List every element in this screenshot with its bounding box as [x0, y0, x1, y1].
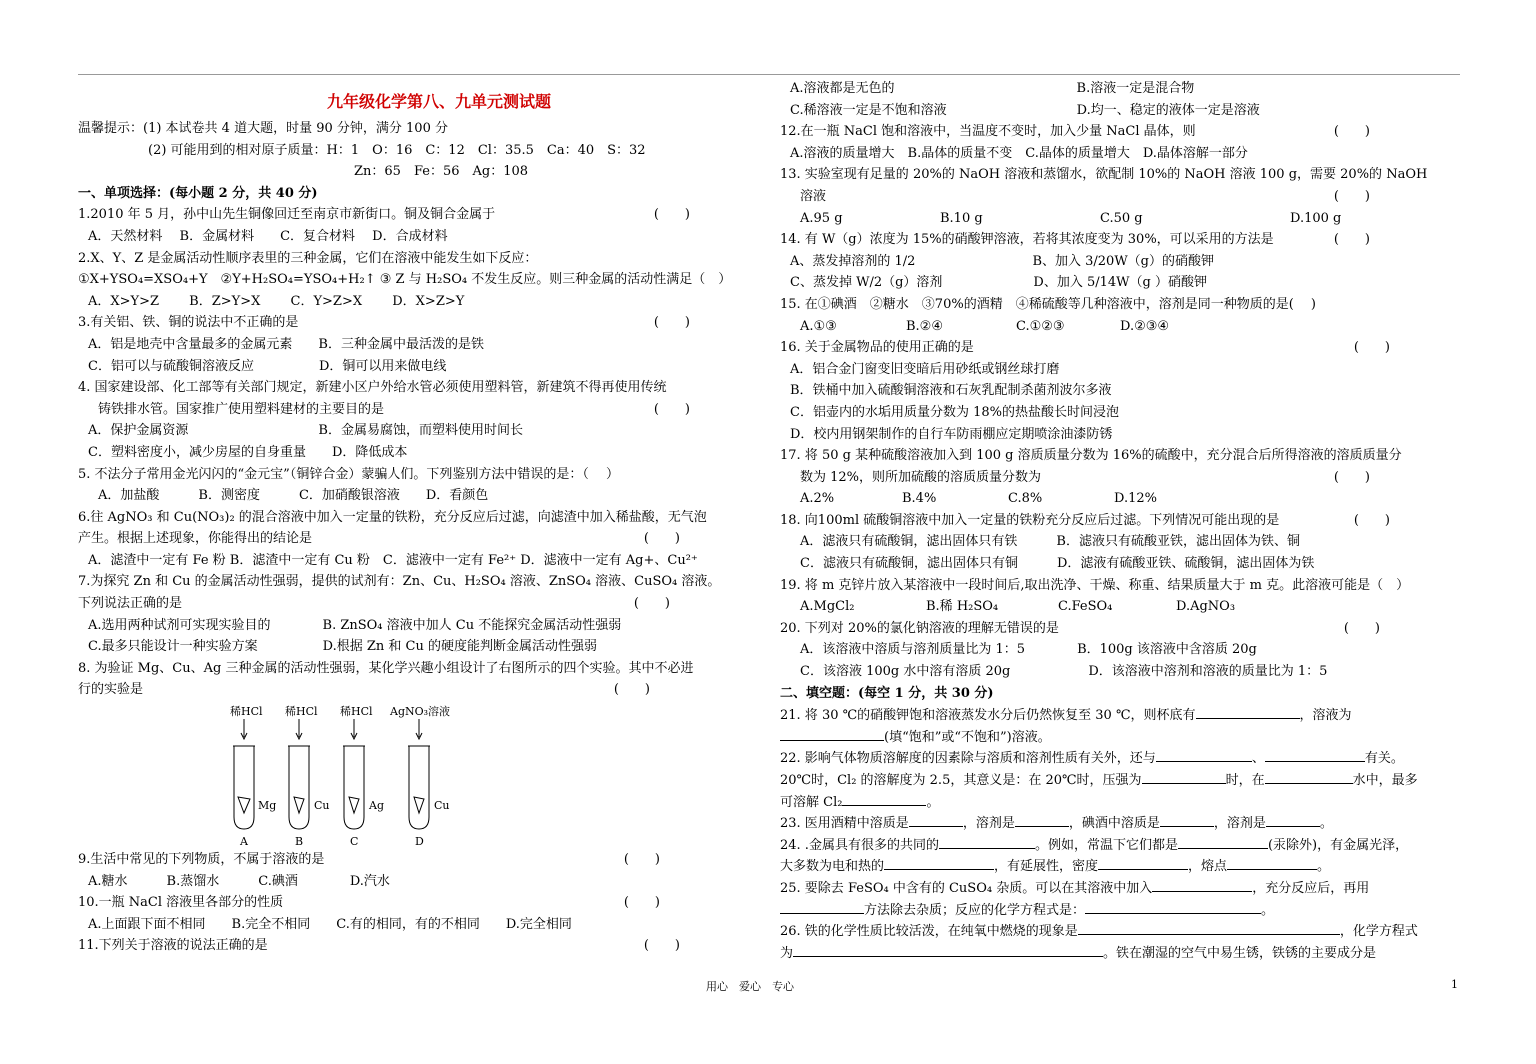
question-7: 7.为探究 Zn 和 Cu 的金属活动性强弱，提供的试剂有：Zn、Cu、H₂SO₄ 溶液、ZnSO₄ 溶液、CuSO₄ 溶液。	[78, 574, 721, 590]
test-tube-figure	[228, 701, 468, 849]
blank-26a[interactable]	[1078, 920, 1340, 935]
question-17-cont: 数为 12%，则所加硫酸的溶质质量分数为 ( )	[800, 469, 1370, 485]
blank-23b[interactable]	[1015, 812, 1069, 827]
blank-22d[interactable]	[1265, 769, 1353, 784]
blank-25b[interactable]	[780, 899, 864, 914]
question-4-options-cd: C．塑料密度小，减少房屋的自身重量 D．降低成本	[88, 444, 408, 460]
blank-23a[interactable]	[909, 812, 963, 827]
question-3: 3.有关铝、铁、铜的说法中不正确的是 ( )	[78, 315, 690, 331]
question-16: 16. 关于金属物品的使用正确的是 ( )	[780, 340, 1390, 356]
question-2: 2.X、Y、Z 是金属活动性顺序表里的三种金属，它们在溶液中能发生如下反应：	[78, 250, 538, 266]
blank-24b[interactable]	[1178, 834, 1268, 849]
question-24: 24. .金属具有很多的共同的 。例如，常温下它们都是 (汞除外)，有金属光泽，	[780, 834, 1470, 856]
metal-label-c: Ag	[369, 799, 384, 813]
blank-22b[interactable]	[1265, 747, 1365, 762]
section-1-heading: 一、单项选择：(每小题 2 分，共 40 分)	[78, 185, 318, 201]
question-20-options-cd: C．该溶液 100g 水中溶有溶质 20g D．该溶液中溶剂和溶液的质量比为 1：5	[800, 664, 1328, 680]
test-tube-diagram	[228, 701, 468, 849]
question-14-options-cd: C、蒸发掉 W/2（g）溶剂 D、加入 5/14W（g ）硝酸钾	[790, 275, 1207, 291]
top-rule	[78, 74, 1460, 75]
question-2-equations: ①X+YSO₄=XSO₄+Y ②Y+H₂SO₄=YSO₄+H₂↑ ③ Z 与 H₂SO₄ 不发生反应。则三种金属的活动性满足（ ）	[78, 272, 732, 288]
question-18-options-ab: A．滤液只有硫酸铜，滤出固体只有铁 B．滤液只有硫酸亚铁，滤出固体为铁、铜	[800, 534, 1300, 550]
blank-24a[interactable]	[939, 834, 1035, 849]
question-11-options-ab: A.溶液都是无色的 B.溶液一定是混合物	[790, 81, 1195, 96]
blank-22e[interactable]	[842, 791, 926, 806]
question-13-options: A.95 g B.10 g C.50 g D.100 g	[800, 210, 1342, 226]
question-16-option-c: C．铝壶内的水垢用质量分数为 18%的热盐酸长时间浸泡	[790, 404, 1119, 420]
question-18: 18. 向100ml 硫酸铜溶液中加入一定量的铁粉充分反应后过滤。下列情况可能出现的是 ( )	[780, 512, 1390, 528]
blank-24d[interactable]	[1098, 855, 1188, 870]
question-12: 12.在一瓶 NaCl 饱和溶液中，当温度不变时，加入少量 NaCl 晶体，则 ( )	[780, 124, 1370, 140]
tube-label-c: C	[350, 835, 359, 849]
question-24-cont: 大多数为电和热的 ，有延展性，密度 ，熔点 。	[780, 855, 1470, 877]
blank-24c[interactable]	[884, 855, 994, 870]
question-6: 6.往 AgNO₃ 和 Cu(NO₃)₂ 的混合溶液中加入一定量的铁粉，充分反应后过滤，向滤渣中加入稀盐酸，无气泡	[78, 509, 707, 525]
page-number: 1	[1451, 978, 1458, 991]
question-21-cont: (填“饱和”或“不饱和”)溶液。	[780, 726, 1470, 748]
blank-21a[interactable]	[1196, 704, 1300, 719]
blank-26b[interactable]	[793, 942, 1103, 957]
reagent-label-c: 稀HCl	[340, 705, 373, 719]
question-26: 26. 铁的化学性质比较活泼，在纯氧中燃烧的现象是 ，化学方程式	[780, 920, 1470, 942]
blank-24e[interactable]	[1227, 855, 1317, 870]
question-13: 13. 实验室现有足量的 20%的 NaOH 溶液和蒸馏水，欲配制 10%的 NaOH 溶液 100 g，需要 20%的 NaOH	[780, 167, 1428, 183]
question-20-options-ab: A．该溶液中溶质与溶剂质量比为 1：5 B．100g 该溶液中含溶质 20g	[800, 642, 1257, 658]
question-4-cont: 铸铁排水管。国家推广使用塑料建材的主要目的是 ( )	[98, 401, 690, 417]
tube-label-a: A	[240, 835, 248, 849]
reagent-label-d: AgNO₃溶液	[390, 705, 451, 719]
metal-label-d: Cu	[434, 799, 450, 813]
question-4: 4. 国家建设部、化工部等有关部门规定，新建小区户外给水管必须使用塑料管，新建筑不得再使用传统	[78, 380, 667, 396]
metal-label-b: Cu	[314, 799, 330, 813]
tip-1: 温馨提示：(1) 本试卷共 4 道大题，时量 90 分钟，满分 100 分	[78, 121, 448, 136]
left-column	[78, 78, 760, 957]
question-12-options: A.溶液的质量增大 B.晶体的质量不变 C.晶体的质量增大 D.晶体溶解一部分	[790, 145, 1248, 161]
question-3-options-cd: C．铝可以与硫酸铜溶液反应 D．铜可以用来做电线	[88, 358, 447, 374]
question-6-options: A．滤渣中一定有 Fe 粉 B．滤渣中一定有 Cu 粉 C．滤液中一定有 Fe²⁺ D．滤液中一定有 Ag+、Cu²⁺	[88, 552, 698, 568]
tip-3: Zn：65 Fe：56 Ag：108	[354, 164, 529, 180]
question-10-options: A.上面跟下面不相同 B.完全不相同 C.有的相同，有的不相同 D.完全相同	[88, 916, 572, 932]
question-5-options: A．加盐酸 B．测密度 C．加硝酸银溶液 D．看颜色	[98, 488, 489, 504]
question-26-cont: 为 。铁在潮湿的空气中易生锈，铁锈的主要成分是	[780, 942, 1470, 964]
question-16-option-a: A．铝合金门窗变旧变暗后用砂纸或钢丝球打磨	[790, 361, 1060, 377]
blank-25a[interactable]	[1152, 877, 1252, 892]
question-20: 20. 下列对 20%的氯化钠溶液的理解无错误的是 ( )	[780, 620, 1380, 636]
question-15-options: A.①③ B.②④ C.①②③ D.②③④	[800, 318, 1170, 334]
right-column	[780, 78, 1470, 963]
question-16-option-b: B．铁桶中加入硫酸铜溶液和石灰乳配制杀菌剂波尔多液	[790, 383, 1112, 399]
question-8-cont: 行的实验是 ( )	[78, 682, 650, 698]
question-3-options-ab: A．铝是地壳中含量最多的金属元素 B．三种金属中最活泼的是铁	[88, 336, 484, 352]
question-5: 5. 不法分子常用金光闪闪的“金元宝”（铜锌合金）蒙骗人们。下列鉴别方法中错误的是：（ ）	[78, 466, 619, 482]
question-18-options-cd: C．滤液只有硫酸铜，滤出固体只有铜 D．滤液有硫酸亚铁、硫酸铜，滤出固体为铁	[800, 556, 1315, 572]
question-23: 23. 医用酒精中溶质是 ，溶剂是 ，碘酒中溶质是 ，溶剂是 。	[780, 812, 1470, 834]
tube-label-b: B	[295, 835, 304, 849]
question-9: 9.生活中常见的下列物质，不属于溶液的是 ( )	[78, 852, 660, 868]
blank-21b[interactable]	[780, 726, 884, 741]
footer-motto: 用心 爱心 专心	[706, 980, 794, 993]
blank-23c[interactable]	[1160, 812, 1214, 827]
blank-23d[interactable]	[1266, 812, 1320, 827]
tube-label-d: D	[415, 835, 424, 849]
question-7-cont: 下列说法正确的是 ( )	[78, 596, 670, 612]
question-1-options: A．天然材料 B．金属材料 C．复合材料 D．合成材料	[88, 228, 448, 244]
blank-25c[interactable]	[1085, 899, 1261, 914]
question-7-options-ab: A.选用两种试剂可实现实验目的 B. ZnSO₄ 溶液中加人 Cu 不能探究金属活动性强弱	[88, 617, 622, 633]
tip-2: (2) 可能用到的相对原子质量：H：1 O：16 C：12 Cl：35.5 Ca：40 S：32	[148, 142, 646, 158]
question-17-options: A.2% B.4% C.8% D.12%	[800, 491, 1157, 507]
page-title: 九年级化学第八、九单元测试题	[326, 92, 551, 111]
section-2-heading: 二、填空题：(每空 1 分，共 30 分)	[780, 685, 994, 701]
question-15: 15. 在①碘酒 ②糖水 ③70%的酒精 ④稀硫酸等几种溶液中，溶剂是同一种物质的是( )	[780, 296, 1316, 312]
reagent-label-a: 稀HCl	[230, 705, 263, 719]
metal-label-a: Mg	[258, 799, 277, 813]
question-19-options: A.MgCl₂ B.稀 H₂SO₄ C.FeSO₄ D.AgNO₃	[800, 599, 1236, 615]
question-25-cont: 方法除去杂质；反应的化学方程式是： 。	[780, 899, 1470, 921]
question-14-options-ab: A、蒸发掉溶剂的 1/2 B、加入 3/20W（g）的硝酸钾	[790, 253, 1215, 269]
question-9-options: A.糖水 B.蒸馏水 C.碘酒 D.汽水	[88, 873, 390, 889]
question-22-cont-2: 可溶解 Cl₂ 。	[780, 791, 1470, 813]
question-1: 1.2010 年 5 月，孙中山先生铜像回迁至南京市新街口。铜及铜合金属于 ( )	[78, 207, 690, 223]
question-16-option-d: D．校内用钢架制作的自行车防雨棚应定期喷涂油漆防锈	[790, 426, 1113, 442]
question-14: 14. 有 W（g）浓度为 15%的硝酸钾溶液，若将其浓度变为 30%，可以采用的方法是 ( )	[780, 232, 1370, 248]
question-8: 8. 为验证 Mg、Cu、Ag 三种金属的活动性强弱，某化学兴趣小组设计了右图所示的四个实验。其中不必进	[78, 660, 694, 676]
question-22: 22. 影响气体物质溶解度的因素除与溶质和溶剂性质有关外，还与 、 有关。	[780, 747, 1470, 769]
question-17: 17. 将 50 g 某种硫酸溶液加入到 100 g 溶质质量分数为 16%的硫酸中，充分混合后所得溶液的溶质质量分	[780, 448, 1402, 464]
question-2-options: A．X>Y>Z B．Z>Y>X C．Y>Z>X D．X>Z>Y	[88, 293, 465, 309]
question-13-cont: 溶液 ( )	[800, 188, 1370, 204]
question-10: 10.一瓶 NaCl 溶液里各部分的性质 ( )	[78, 895, 660, 911]
blank-22c[interactable]	[1142, 769, 1226, 784]
blank-22a[interactable]	[1156, 747, 1252, 762]
question-11: 11.下列关于溶液的说法正确的是 ( )	[78, 938, 680, 954]
question-21: 21. 将 30 ℃的硝酸钾饱和溶液蒸发水分后仍然恢复至 30 ℃，则杯底有 ，溶液为	[780, 704, 1470, 726]
reagent-label-b: 稀HCl	[285, 705, 318, 719]
question-7-options-cd: C.最多只能设计一种实验方案 D.根据 Zn 和 Cu 的硬度能判断金属活动性强弱	[88, 639, 597, 655]
question-22-cont: 20℃时，Cl₂ 的溶解度为 2.5，其意义是：在 20℃时，压强为 时，在 水中，最多	[780, 769, 1470, 791]
question-4-options-ab: A．保护金属资源 B．金属易腐蚀，而塑料使用时间长	[88, 423, 523, 439]
question-6-cont: 产生。根据上述现象，你能得出的结论是 ( )	[78, 531, 680, 547]
question-11-options-cd: C.稀溶液一定是不饱和溶液 D.均一、稳定的液体一定是溶液	[790, 102, 1260, 118]
question-25: 25. 要除去 FeSO₄ 中含有的 CuSO₄ 杂质。可以在其溶液中加入 ，充分反应后，再用	[780, 877, 1470, 899]
question-19: 19. 将 m 克锌片放入某溶液中一段时间后,取出洗净、干燥、称重、结果质量大于 m 克。此溶液可能是（ ）	[780, 577, 1410, 593]
